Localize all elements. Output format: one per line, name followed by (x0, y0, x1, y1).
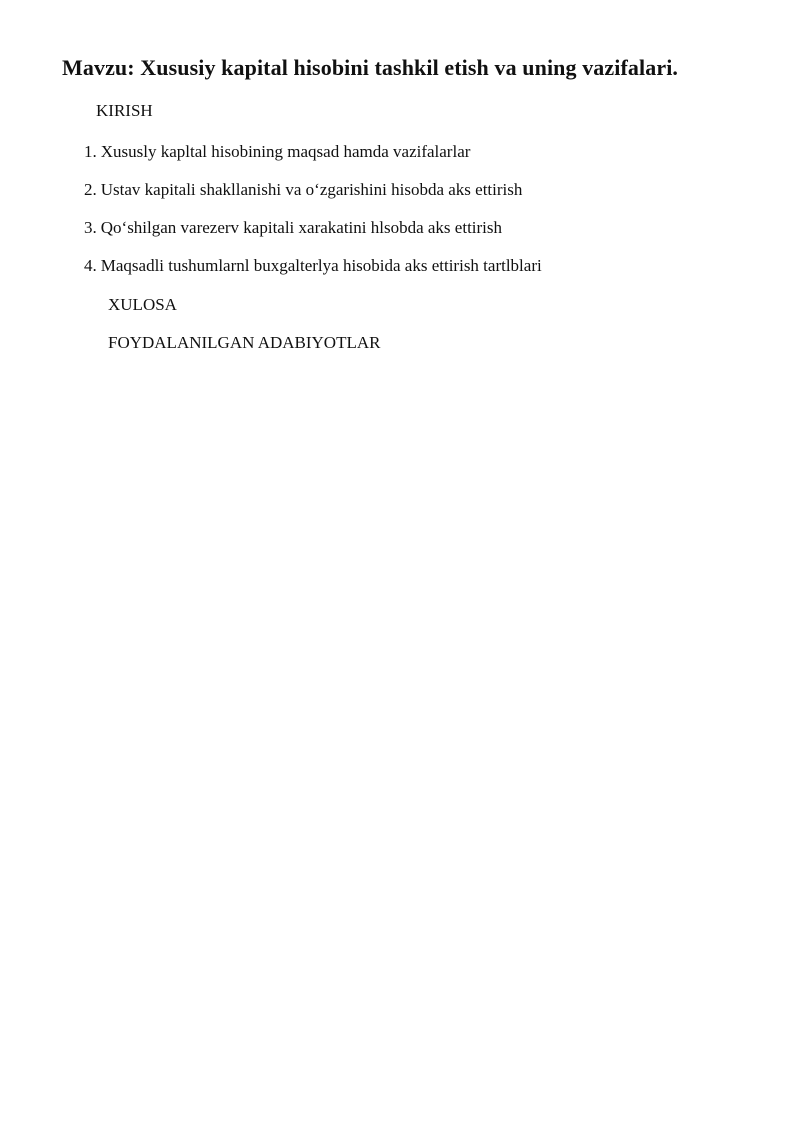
toc-item-text: Xususly kapltal hisobining maqsad hamda vazifalarlar (100, 142, 471, 161)
toc-item-1 (84, 142, 470, 162)
toc-item-2 (84, 180, 522, 200)
toc-item-text: Maqsadli tushumlarnl buxgalterlya hisobida aks ettirish tartlblari (100, 256, 542, 275)
toc-item-number: 3. (84, 218, 97, 237)
toc-item-number: 1. (84, 142, 97, 161)
toc-item-text: Qo‘shilgan varezerv kapitali xarakatini hlsobda aks ettirish (100, 218, 503, 237)
toc-item-3 (84, 218, 502, 238)
toc-item-text: Ustav kapitali shakllanishi va o‘zgarishini hisobda aks ettirish (100, 180, 523, 199)
toc-item-4 (84, 256, 542, 276)
intro-heading: KIRISH (96, 101, 153, 120)
toc-item-number: 2. (84, 180, 97, 199)
page-title: Mavzu: Xususiy kapital hisobini tashkil etish va uning vazifalari. (62, 55, 679, 80)
toc-item-number: 4. (84, 256, 97, 275)
references-heading: FOYDALANILGAN ADABIYOTLAR (108, 333, 381, 352)
conclusion-heading: XULOSA (108, 295, 177, 314)
